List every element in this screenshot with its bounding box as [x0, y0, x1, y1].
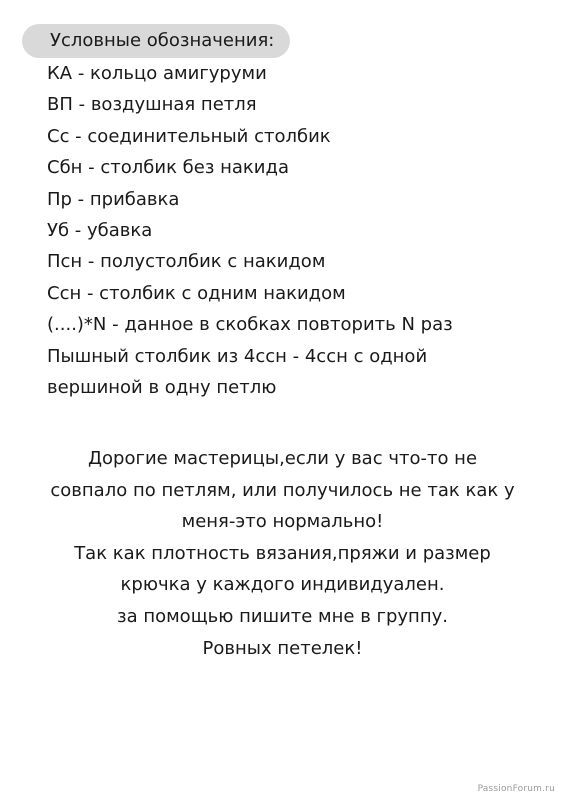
note-line: за помощью пишите мне в группу. [117, 605, 448, 627]
note-line: крючка у каждого индивидуален. [120, 574, 445, 596]
legend-item-puff-stitch-cont: вершиной в одну петлю [47, 377, 277, 399]
legend-item-repeat: (....)*N - данное в скобках повторить N раз [47, 314, 453, 336]
note-line: совпало по петлям, или получилось не так как у [50, 479, 515, 501]
note-line: Дорогие мастерицы,если у вас что-то не [87, 448, 478, 469]
legend-item-pr: Пр - прибавка [47, 188, 180, 210]
legend-item-puff-stitch: Пышный столбик из 4ссн - 4ссн с одной [47, 345, 428, 367]
legend-list [47, 58, 453, 403]
legend-item-ka: КА - кольцо амигуруми [47, 63, 267, 84]
legend-item-ub: Уб - убавка [47, 220, 153, 242]
note-line: меня-это нормально! [181, 511, 384, 533]
watermark: PassionForum.ru [477, 784, 555, 794]
author-note [0, 443, 565, 664]
note-line: Так как плотность вязания,пряжи и размер [74, 542, 491, 564]
legend-item-psn: Псн - полустолбик с накидом [47, 251, 326, 273]
legend-title: Условные обозначения: [50, 30, 275, 51]
legend-item-sbn: Сбн - столбик без накида [47, 157, 289, 179]
note-line: Ровных петелек! [202, 637, 363, 659]
legend-item-vp: ВП - воздушная петля [47, 94, 257, 116]
legend-item-ss: Сс - соединительный столбик [47, 125, 331, 147]
legend-item-ssn: Ссн - столбик с одним накидом [47, 282, 346, 304]
